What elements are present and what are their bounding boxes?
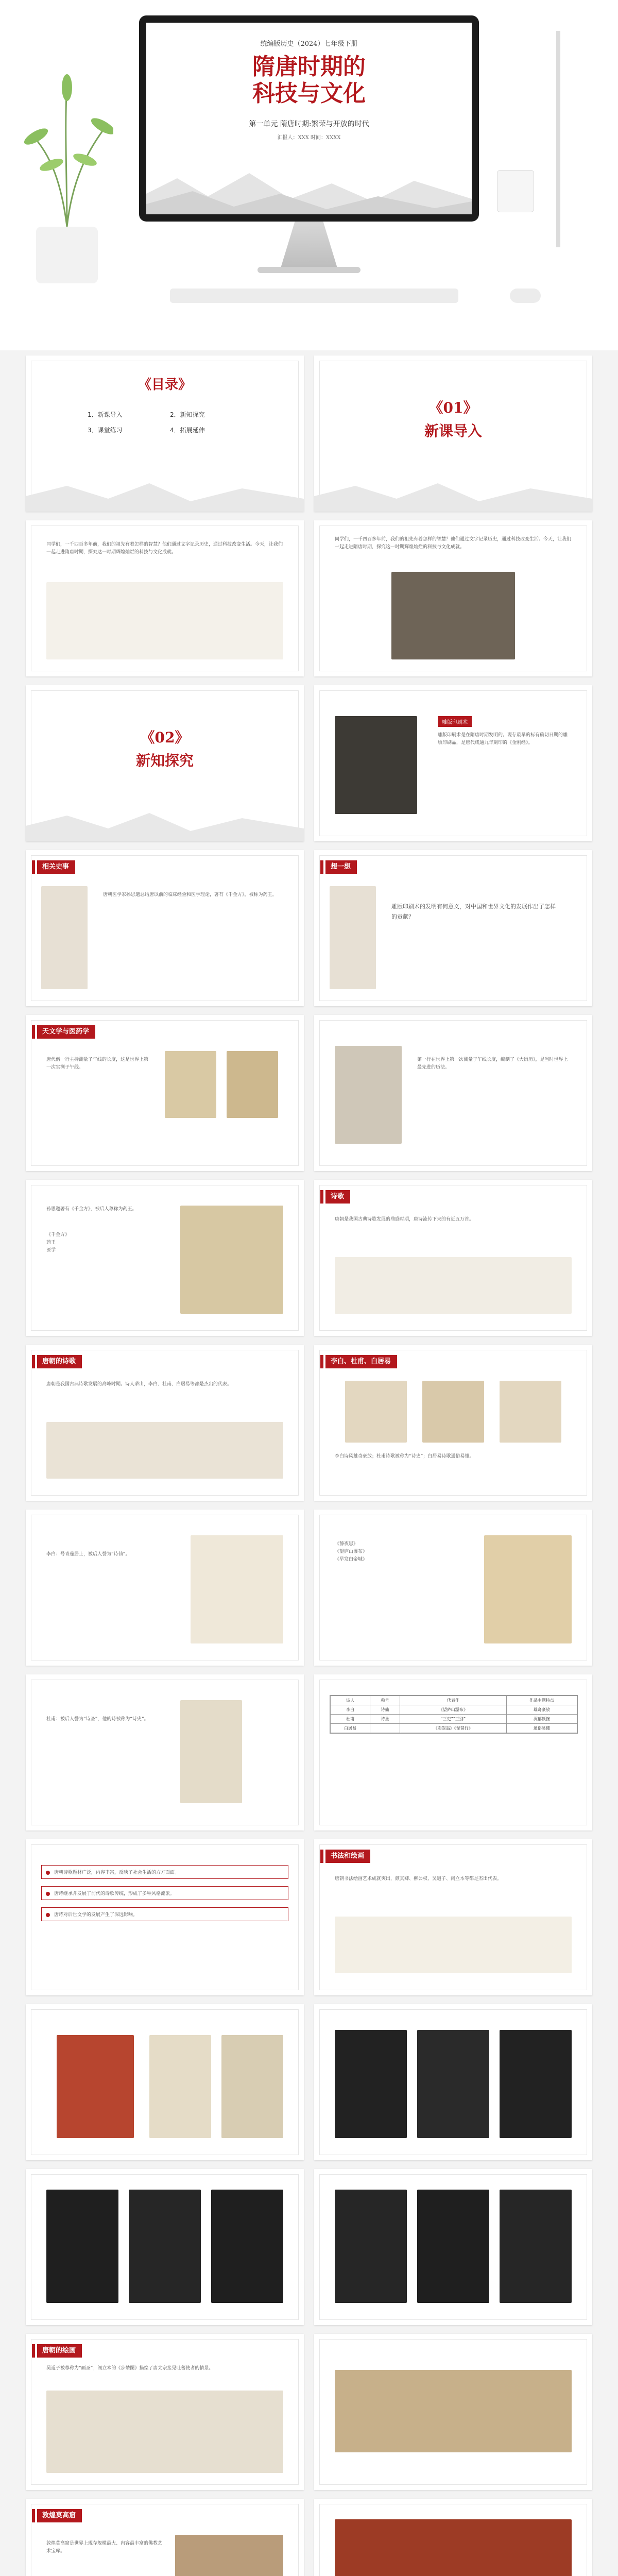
section-number: 《01》 — [428, 399, 478, 416]
plant-pot — [36, 227, 98, 283]
poet-portrait — [500, 1381, 561, 1443]
slide-dunhuang — [26, 2499, 304, 2576]
painting-image — [57, 2035, 134, 2138]
calligraphy-rubbing — [335, 2030, 407, 2138]
calligraphy-rubbing — [500, 2030, 572, 2138]
slide-painting — [26, 2004, 304, 2160]
slide-painters — [26, 2334, 304, 2490]
scroll-image — [391, 572, 515, 659]
slide-rubbings-2 — [314, 2169, 592, 2325]
section-number: 《02》 — [140, 729, 190, 746]
section-header: 天文学与医药学 — [37, 1025, 95, 1039]
slide-section-01 — [314, 355, 592, 512]
calligraphy-text: 唐朝书法绘画艺术成就突出，颜真卿、柳公权、吴道子、阎立本等都是杰出代表。 — [335, 1876, 502, 1882]
scroll-painting — [335, 2370, 572, 2452]
monitor-base — [258, 267, 360, 273]
slide-calendar — [314, 1015, 592, 1171]
slide-tianwen — [26, 1015, 304, 1171]
calendar-text: 第一行在世界上第一次测量子午线长度，编制了《大衍历》，是当时世界上最先进的历法。 — [417, 1057, 568, 1070]
hero-title-2: 科技与文化 — [252, 80, 366, 107]
mountain-ink — [26, 805, 304, 841]
plant-decoration — [21, 72, 113, 227]
mouse — [510, 289, 541, 303]
keyboard — [170, 289, 458, 303]
slide-calligraphy-works — [314, 2004, 592, 2160]
desk-lamp — [556, 31, 560, 247]
hero-meta: 汇报人：XXX 时间：XXXX — [277, 135, 341, 141]
section-label: 新课导入 — [424, 422, 482, 439]
bullet-item: 唐朝诗歌题材广泛，内容丰富，反映了社会生活的方方面面。 — [41, 1865, 288, 1879]
section-header: 唐朝的绘画 — [37, 2344, 82, 2358]
cave-image — [175, 2535, 283, 2576]
poetry-image — [335, 1257, 572, 1314]
bullet-item: 唐诗继承并发展了前代的诗歌传统，形成了多种风格流派。 — [41, 1886, 288, 1900]
slide-section-02 — [26, 685, 304, 841]
slide-pagoda-1 — [314, 2499, 592, 2576]
portrait-image — [165, 1051, 216, 1118]
artifact-tag: 雕版印刷术 — [438, 716, 472, 727]
book-image — [180, 1206, 283, 1314]
poet-portrait — [422, 1381, 484, 1443]
slide-poets — [314, 1345, 592, 1501]
painting-image — [149, 2035, 211, 2138]
calligraphy-rubbing — [129, 2190, 201, 2303]
poetry-text: 唐朝是我国古典诗歌发展的鼎盛时期，唐诗流传下来的有近五万首。 — [335, 1217, 474, 1222]
monitor — [139, 15, 479, 222]
calligraphy-rubbing — [211, 2190, 283, 2303]
think-text: 雕版印刷术的发明有何意义，对中国和世界文化的发展作出了怎样的贡献？ — [391, 903, 556, 920]
zhaozhou-text: 孙思邈著有《千金方》，被后人尊称为药王。 — [46, 1207, 137, 1212]
mountain-ink — [146, 152, 472, 214]
section-label: 新知探究 — [135, 752, 194, 769]
portrait-image — [335, 1046, 402, 1144]
zhaozhou-list: 《千金方》 药王 医学 — [46, 1232, 70, 1253]
slide-think — [314, 850, 592, 1006]
hero-mockup — [0, 0, 618, 350]
slide-rubbings-1 — [26, 2169, 304, 2325]
portrait-image — [227, 1051, 278, 1118]
intro-text: 同学们，一千四百多年前，我们的祖先有着怎样的智慧？他们通过文字记录历史，通过科技改变生活。今天，让我们一起走进隋唐时期，探究这一时期辉煌灿烂的科技与文化成就。 — [46, 542, 283, 555]
hero-title-1: 隋唐时期的 — [252, 54, 366, 80]
section-header: 敦煌莫高窟 — [37, 2509, 82, 2522]
hero-eyebrow: 统编版历史（2024）七年级下册 — [260, 40, 358, 48]
artifact-text: 雕版印刷术是在隋唐时期发明的。现存最早的标有确切日期的雕版印刷品，是唐代咸通九年刻印的《金刚经》。 — [438, 733, 568, 745]
toc-title: 《目录》 — [138, 377, 192, 393]
toc-item[interactable]: 4．拓展延伸 — [170, 427, 205, 434]
dunhuang-text: 敦煌莫高窟是世界上现存规模最大、内容最丰富的佛教艺术宝库。 — [46, 2541, 163, 2554]
figure-image — [41, 886, 88, 989]
slide-libai — [26, 1510, 304, 1666]
poets-table: 诗人 称号 代表作 作品主题特点 李白 诗仙 《望庐山瀑布》 雄奇豪放 杜甫 诗圣 “三吏”“三别” 沉郁顿挫 白居易 《卖炭翁》《琵琶行》 通俗易懂 — [330, 1695, 578, 1734]
mountain-ink — [26, 476, 304, 512]
scroll-painting — [46, 2391, 283, 2473]
landscape-image — [46, 1422, 283, 1479]
slide-bullets — [26, 1839, 304, 1995]
slide-zhaozhou — [26, 1180, 304, 1336]
slide-table — [314, 1674, 592, 1831]
figure-image — [330, 886, 376, 989]
toc-item[interactable]: 1．新课导入 — [88, 411, 123, 418]
section-header: 书法和绘画 — [325, 1850, 370, 1863]
mountain-ink — [314, 476, 592, 512]
bullet-list — [41, 1865, 288, 1928]
monitor-stand — [281, 222, 337, 268]
calligraphy-rubbing — [46, 2190, 118, 2303]
slide-intro-1 — [26, 520, 304, 676]
section-header: 唐朝的诗歌 — [37, 1355, 82, 1368]
slide-shige-high — [26, 1345, 304, 1501]
toc-item[interactable]: 2．新知探究 — [170, 411, 205, 418]
poem-list: 《静夜思》 《望庐山瀑布》 《早发白帝城》 — [335, 1541, 368, 1562]
slide-poetry — [314, 1180, 592, 1336]
hero-subtitle: 第一单元 隋唐时期:繁荣与开放的时代 — [249, 120, 369, 128]
slide-dufu — [26, 1674, 304, 1831]
slide-story — [26, 850, 304, 1006]
section-header: 相关史事 — [37, 860, 75, 874]
calligraphy-image — [335, 1917, 572, 1973]
section-header: 想一想 — [325, 860, 357, 874]
artifact-image — [335, 716, 417, 814]
dufu-portrait — [180, 1700, 242, 1803]
shige-text: 唐朝是我国古典诗歌发展的高峰时期。诗人辈出，李白、杜甫、白居易等都是杰出的代表。 — [46, 1382, 232, 1387]
painters-text: 吴道子被尊称为“画圣”；阎立本的《步辇图》描绘了唐太宗接见吐蕃使者的情景。 — [46, 2366, 214, 2371]
coffee-cup — [497, 170, 534, 212]
tianwen-text: 唐代僧一行主持测量子午线的长度，这是世界上第一次实测子午线。 — [46, 1057, 149, 1070]
slide-toc — [26, 355, 304, 512]
section-header: 诗歌 — [325, 1190, 350, 1204]
toc-list — [88, 407, 252, 438]
calligraphy-rubbing — [417, 2190, 489, 2303]
monitor-screen — [146, 23, 472, 214]
intro-text: 同学们，一千四百多年前，我们的祖先有着怎样的智慧？他们通过文字记录历史，通过科技改变生活。今天，让我们一起走进隋唐时期，探究这一时期辉煌灿烂的科技与文化成就。 — [335, 537, 572, 550]
pagoda-image — [335, 2519, 572, 2576]
libai-text: 李白：号青莲居士，被后人誉为“诗仙”。 — [46, 1552, 130, 1557]
poets-text: 李白诗风雄奇豪放；杜甫诗歌被称为“诗史”；白居易诗歌通俗易懂。 — [335, 1454, 474, 1459]
calligraphy-rubbing — [500, 2190, 572, 2303]
slide-libai-poems — [314, 1510, 592, 1666]
calligraphy-rubbing — [335, 2190, 407, 2303]
slide-intro-2 — [314, 520, 592, 676]
calligraphy-rubbing — [417, 2030, 489, 2138]
slide-artifact — [314, 685, 592, 841]
slide-calligraphy — [314, 1839, 592, 1995]
toc-item[interactable]: 3．课堂练习 — [88, 427, 123, 434]
section-header: 李白、杜甫、白居易 — [325, 1355, 397, 1368]
libai-portrait — [484, 1535, 572, 1643]
intro-image — [46, 582, 283, 659]
slide-painting-scroll — [314, 2334, 592, 2490]
dufu-text: 杜甫：被后人誉为“诗圣”，他的诗被称为“诗史”。 — [46, 1717, 149, 1722]
poet-portrait — [345, 1381, 407, 1443]
bullet-item: 唐诗对后世文学的发展产生了深远影响。 — [41, 1907, 288, 1921]
story-text: 唐朝医学家孙思邈总结唐以前的临床经验和医学理论，著有《千金方》，被称为药王。 — [103, 892, 277, 897]
libai-portrait — [191, 1535, 283, 1643]
painting-image — [221, 2035, 283, 2138]
